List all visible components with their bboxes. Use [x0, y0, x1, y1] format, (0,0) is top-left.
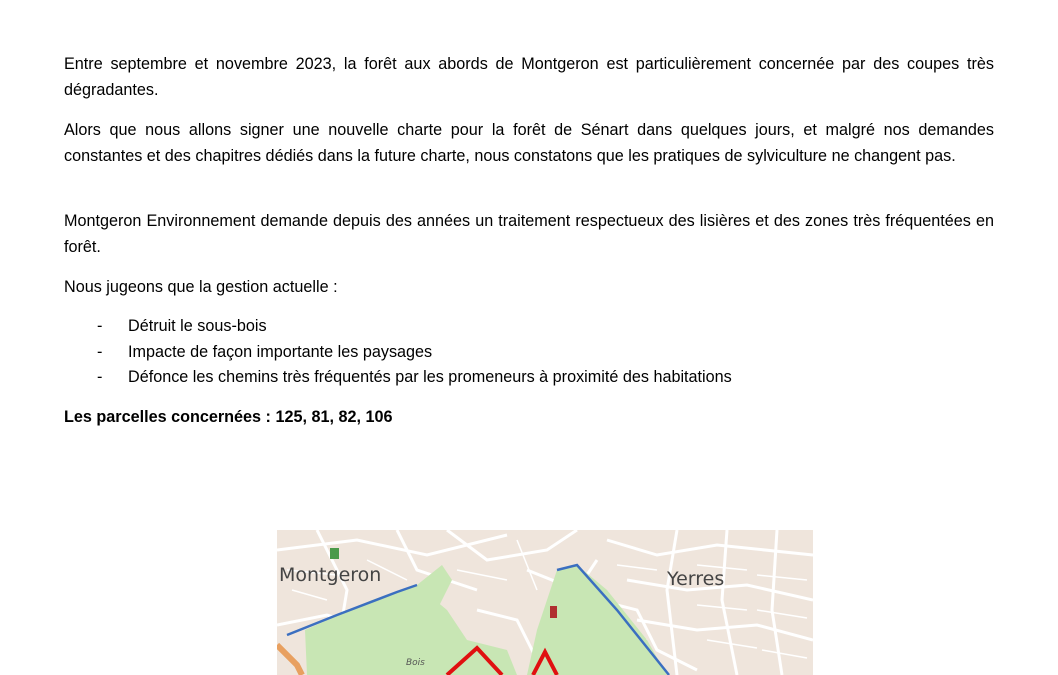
forest-map — [277, 530, 813, 675]
paragraph-intro: Entre septembre et novembre 2023, la forêt aux abords de Montgeron est particulièrement concernée par des coupes très dégradantes. — [64, 55, 994, 99]
parking-icon — [330, 548, 339, 559]
map-label-montgeron: Montgeron — [279, 564, 382, 586]
map-graphic — [277, 530, 813, 675]
list-item-text: Impacte de façon importante les paysages — [128, 342, 433, 361]
paragraph-request: Montgeron Environnement demande depuis des années un traitement respectueux des lisières et des zones très fréquentées en forêt. — [64, 212, 994, 256]
list-item — [64, 365, 732, 391]
bullet-list — [64, 314, 732, 391]
map-label-bois: Bois — [406, 658, 425, 668]
poi-marker-icon — [550, 606, 557, 618]
bullet-dash: - — [97, 342, 103, 361]
list-item — [64, 314, 732, 340]
bullet-dash: - — [97, 368, 103, 386]
map-label-yerres: Yerres — [667, 568, 725, 590]
bullet-dash: - — [97, 317, 103, 335]
paragraph-judgement: Nous jugeons que la gestion actuelle : — [64, 278, 338, 296]
list-item-text: Défonce les chemins très fréquentés par les promeneurs à proximité des habitations — [128, 368, 732, 386]
paragraph-charter: Alors que nous allons signer une nouvelle charte pour la forêt de Sénart dans quelques jours, et malgré nos demandes constantes et des chapitres dédiés dans la future charte, nous constatons que les pratiques de sylviculture ne changent pas. — [64, 121, 994, 165]
parcels-line: Les parcelles concernées : 125, 81, 82, 106 — [64, 408, 393, 426]
list-item-text: Détruit le sous-bois — [128, 317, 267, 335]
list-item — [64, 340, 732, 366]
